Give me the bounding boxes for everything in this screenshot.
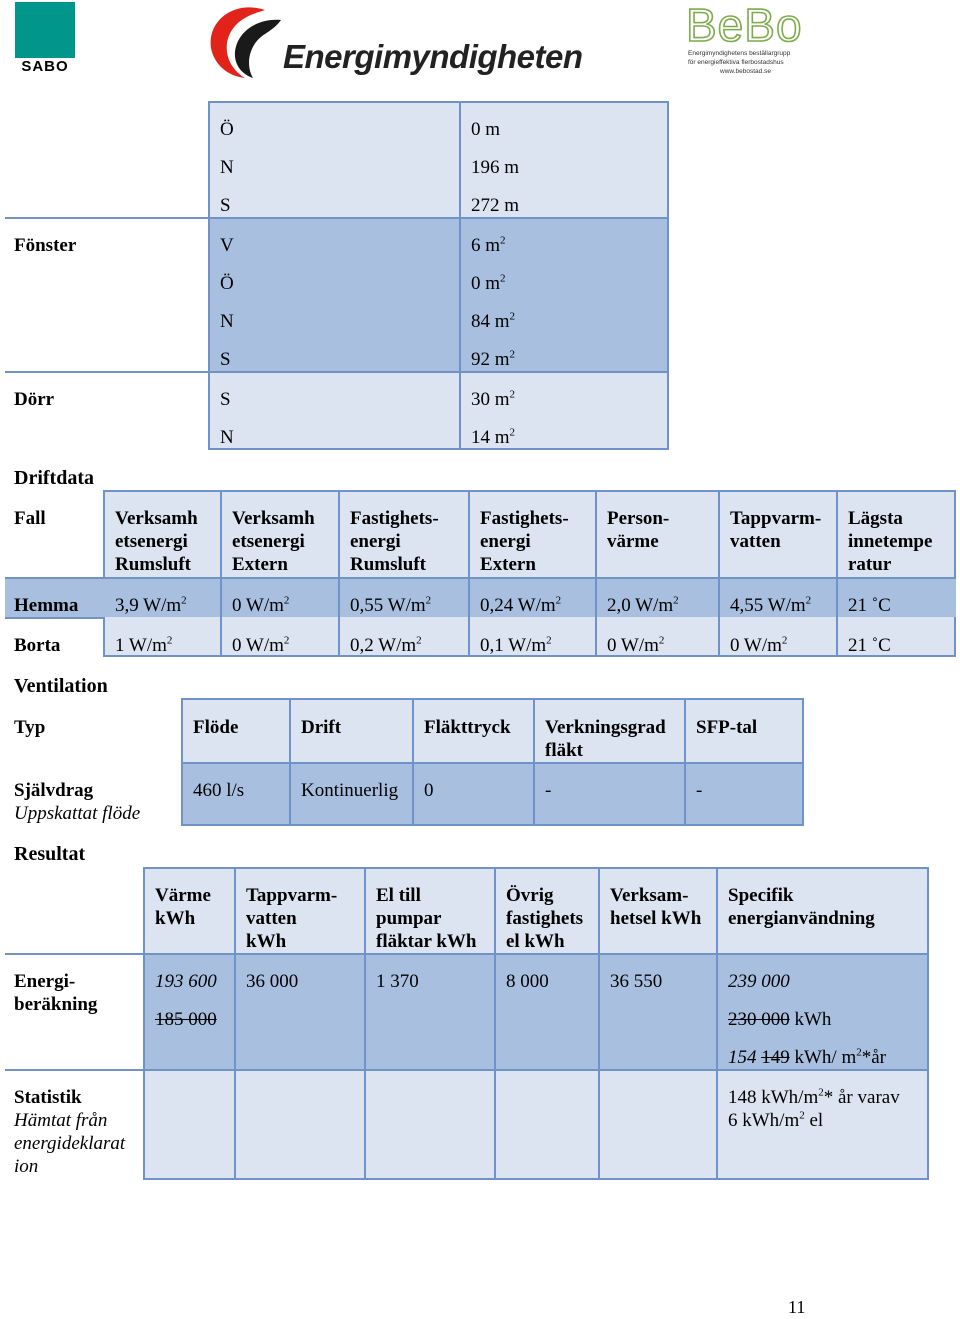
driftdata-row-borta-label: Borta xyxy=(14,635,61,656)
bebo-tagline-2: för energieffektiva flerbostadshus xyxy=(688,59,784,66)
ventilation-col-flakttryck: Fläkttryck xyxy=(424,717,511,738)
driftdata-col-3: Fastighets- energi Rumsluft xyxy=(350,508,439,575)
ventilation-row-label: Självdrag xyxy=(14,780,94,801)
sabo-logo-text: SABO xyxy=(21,58,69,75)
resultat-col-specifik: Specifik energianvändning xyxy=(728,885,875,929)
resultat-col-el-pumpar: El till pumpar fläktar kWh xyxy=(376,885,477,952)
ventilation-cell-flakttryck: 0 xyxy=(424,780,434,801)
resultat-statistik-label: Statistik xyxy=(14,1087,82,1108)
fonster-dir-v: V xyxy=(220,235,234,256)
bebo-logo xyxy=(686,2,816,80)
ventilation-row-sublabel: Uppskattat flöde xyxy=(14,803,141,824)
fonster-val-n: 84 $m^2$ xyxy=(471,310,516,332)
resultat-spec-old: 230 000 kWh xyxy=(728,1009,832,1030)
driftdata-borta-cell-1: 1 $W/m^2$ xyxy=(115,634,173,656)
resultat-heading: Resultat xyxy=(14,843,86,865)
driftdata-col-4: Fastighets- energi Extern xyxy=(480,508,569,575)
orientation-dir-2: N xyxy=(220,157,234,178)
energimyndigheten-text: Energimyndigheten xyxy=(283,38,583,75)
driftdata-col-1: Verksamh etsenergi Rumsluft xyxy=(115,508,198,575)
resultat-energi-label-1: Energi- xyxy=(14,971,76,992)
driftdata-hemma-cell-6: 4,55 $W/m^2$ xyxy=(730,594,812,616)
driftdata-col-5: Person- värme xyxy=(607,508,670,552)
ventilation-col-flode: Flöde xyxy=(193,717,239,738)
resultat-tappvarm: 36 000 xyxy=(246,971,299,992)
fonster-block xyxy=(208,217,669,373)
resultat-statistik-line-1: 148 kWh/$m^2*$ år varav xyxy=(728,1086,900,1108)
dorr-block xyxy=(208,371,669,450)
dorr-val-n: 14 $m^2$ xyxy=(471,426,516,448)
fonster-val-s: 92 $m^2$ xyxy=(471,348,516,370)
resultat-spec-new: 239 000 xyxy=(728,971,790,992)
resultat-statistik-sub-1: Hämtat från xyxy=(14,1110,108,1131)
bebo-tagline-1: Energimyndighetens beställargrupp xyxy=(688,50,791,57)
fonster-val-v: 6 $m^2$ xyxy=(471,234,506,256)
driftdata-borta-cell-7: 21 ˚C xyxy=(848,635,891,656)
resultat-col-tappvarm: Tappvarm- vatten kWh xyxy=(246,885,338,952)
orientation-val-2: 196 m xyxy=(471,157,520,178)
resultat-varme-old: 185 000 xyxy=(155,1009,217,1030)
dorr-dir-s: S xyxy=(220,389,231,410)
resultat-ovrig-el: 8 000 xyxy=(506,971,549,992)
resultat-statistik-sub-3: ion xyxy=(14,1156,39,1177)
driftdata-borta-cell-5: 0 $W/m^2$ xyxy=(607,634,665,656)
fonster-label: Fönster xyxy=(14,235,77,256)
driftdata-borta-cell-2: 0 $W/m^2$ xyxy=(232,634,290,656)
orientation-dir-3: S xyxy=(220,195,231,216)
fonster-dir-n: N xyxy=(220,311,234,332)
orientation-dir-1: Ö xyxy=(220,119,234,140)
ventilation-col-verkningsgrad: Verkningsgrad fläkt xyxy=(545,717,666,761)
energimyndigheten-swirl-icon xyxy=(205,2,289,82)
ventilation-cell-sfp: - xyxy=(696,780,703,801)
driftdata-hemma-cell-4: 0,24 $W/m^2$ xyxy=(480,594,562,616)
ventilation-cell-verkningsgrad: - xyxy=(545,780,552,801)
ventilation-col-drift: Drift xyxy=(301,717,342,738)
orientation-block xyxy=(208,101,669,219)
driftdata-borta-cell-3: 0,2 $W/m^2$ xyxy=(350,634,422,656)
driftdata-fall-label: Fall xyxy=(14,508,46,529)
driftdata-col-2: Verksamh etsenergi Extern xyxy=(232,508,315,575)
orientation-val-3: 272 m xyxy=(471,195,520,216)
driftdata-hemma-cell-1: 3,9 $W/m^2$ xyxy=(115,594,187,616)
bebo-url: www.bebostad.se xyxy=(720,68,771,75)
driftdata-borta-cell-6: 0 $W/m^2$ xyxy=(730,634,788,656)
resultat-statistik-line-2: 6 kWh/$m^2$ el xyxy=(728,1109,824,1131)
driftdata-hemma-cell-5: 2,0 $W/m^2$ xyxy=(607,594,679,616)
driftdata-row-hemma-label: Hemma xyxy=(14,595,79,616)
resultat-el-pumpar: 1 370 xyxy=(376,971,419,992)
fonster-dir-o: Ö xyxy=(220,273,234,294)
ventilation-cell-drift: Kontinuerlig xyxy=(301,780,399,801)
resultat-energi-label-2: beräkning xyxy=(14,994,98,1015)
ventilation-heading: Ventilation xyxy=(14,675,108,697)
driftdata-col-6: Tappvarm- vatten xyxy=(730,508,822,552)
ventilation-col-sfp: SFP-tal xyxy=(696,717,758,738)
resultat-col-verksamhetsel: Verksam- hetsel kWh xyxy=(610,885,702,929)
driftdata-heading: Driftdata xyxy=(14,467,94,489)
fonster-val-o: 0 $m^2$ xyxy=(471,272,506,294)
driftdata-borta-cell-4: 0,1 $W/m^2$ xyxy=(480,634,552,656)
energimyndigheten-logo xyxy=(205,2,583,82)
bebo-title: BeBo xyxy=(686,0,803,51)
dorr-label: Dörr xyxy=(14,389,55,410)
sabo-logo xyxy=(15,2,75,76)
driftdata-hemma-cell-3: 0,55 $W/m^2$ xyxy=(350,594,432,616)
resultat-spec-per-area: 154 149 kWh/ $m^2*år$ xyxy=(728,1046,887,1068)
dorr-dir-n: N xyxy=(220,427,234,448)
resultat-statistik-sub-2: energideklarat xyxy=(14,1133,126,1154)
ventilation-row-bg xyxy=(181,762,804,826)
driftdata-hemma-cell-2: 0 $W/m^2$ xyxy=(232,594,290,616)
driftdata-hemma-cell-7: 21 ˚C xyxy=(848,595,891,616)
dorr-val-s: 30 $m^2$ xyxy=(471,388,516,410)
fonster-dir-s: S xyxy=(220,349,231,370)
resultat-verksamhetsel: 36 550 xyxy=(610,971,663,992)
resultat-varme-new: 193 600 xyxy=(155,971,217,992)
resultat-col-varme: Värme kWh xyxy=(155,885,211,929)
ventilation-cell-flode: 460 l/s xyxy=(193,780,245,801)
orientation-val-1: 0 m xyxy=(471,119,501,140)
sabo-logo-mark xyxy=(15,2,75,58)
driftdata-col-7: Lägsta innetempe ratur xyxy=(848,508,933,575)
ventilation-typ-label: Typ xyxy=(14,717,46,738)
resultat-col-ovrig-el: Övrig fastighets el kWh xyxy=(506,885,584,952)
page-number: 11 xyxy=(788,1297,806,1317)
